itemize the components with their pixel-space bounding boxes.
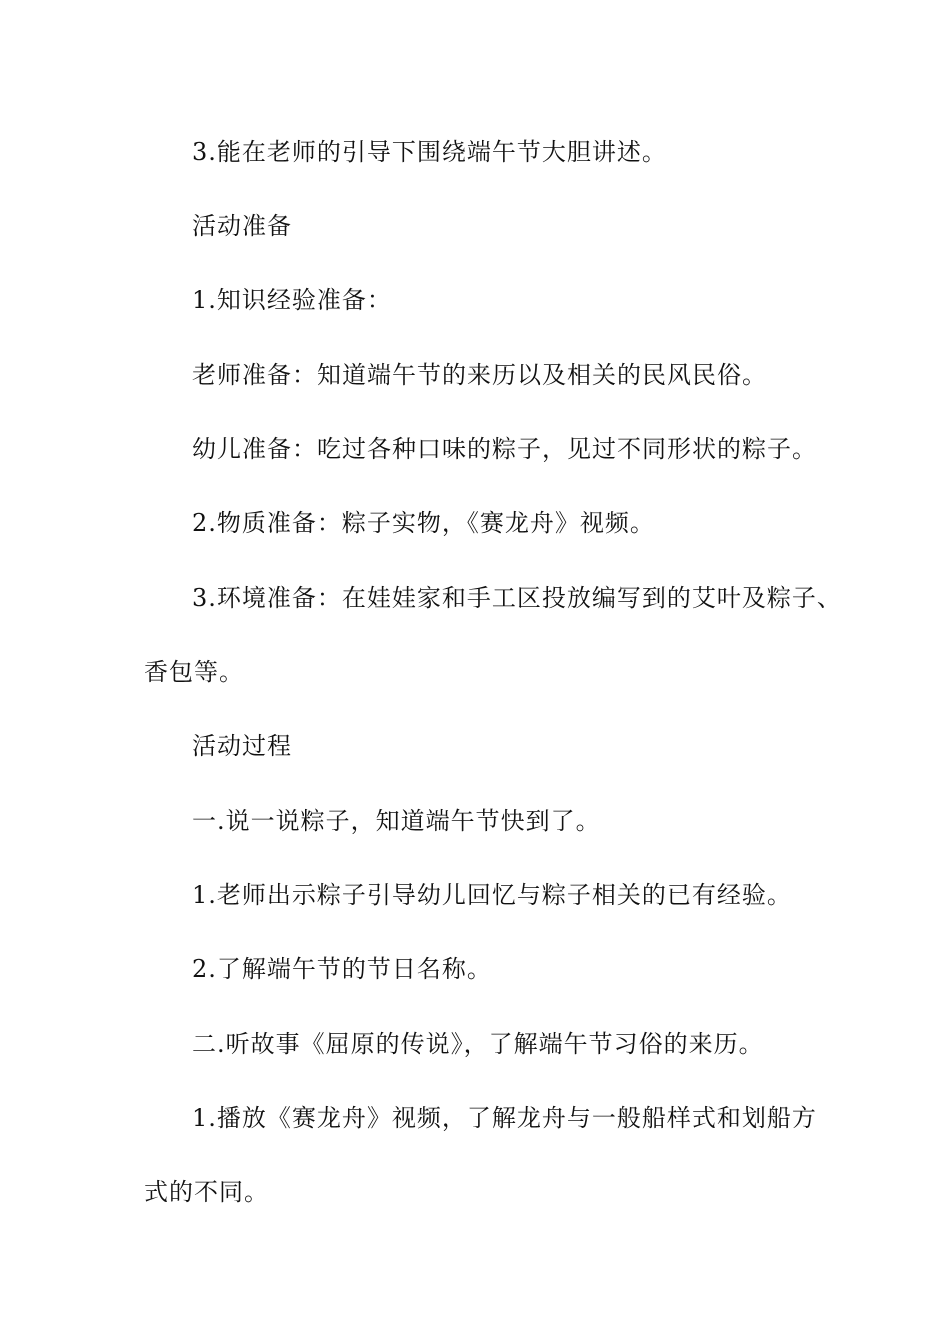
- teacher-prep: 老师准备：知道端午节的来历以及相关的民风民俗。: [192, 361, 767, 389]
- process-step-2-item-1: 1.播放《赛龙舟》视频，了解龙舟与一般船样式和划船方: [192, 1104, 817, 1132]
- process-step-2-item-1-continued: 式的不同。: [144, 1178, 269, 1206]
- process-step-1: 一.说一说粽子，知道端午节快到了。: [192, 807, 601, 835]
- prep-item-3-continued: 香包等。: [144, 658, 244, 686]
- goal-item-3: 3.能在老师的引导下围绕端午节大胆讲述。: [192, 138, 667, 166]
- process-step-1-item-2: 2.了解端午节的节日名称。: [192, 955, 492, 983]
- child-prep: 幼儿准备：吃过各种口味的粽子，见过不同形状的粽子。: [192, 435, 817, 463]
- prep-item-2: 2.物质准备：粽子实物，《赛龙舟》视频。: [192, 509, 655, 537]
- process-step-2: 二.听故事《屈原的传说》，了解端午节习俗的来历。: [192, 1030, 764, 1058]
- prep-item-3: 3.环境准备：在娃娃家和手工区投放编写到的艾叶及粽子、: [192, 584, 842, 612]
- process-step-1-item-1: 1.老师出示粽子引导幼儿回忆与粽子相关的已有经验。: [192, 881, 792, 909]
- section-heading-process: 活动过程: [192, 732, 292, 760]
- section-heading-preparation: 活动准备: [192, 212, 292, 240]
- prep-item-1: 1.知识经验准备：: [192, 286, 392, 314]
